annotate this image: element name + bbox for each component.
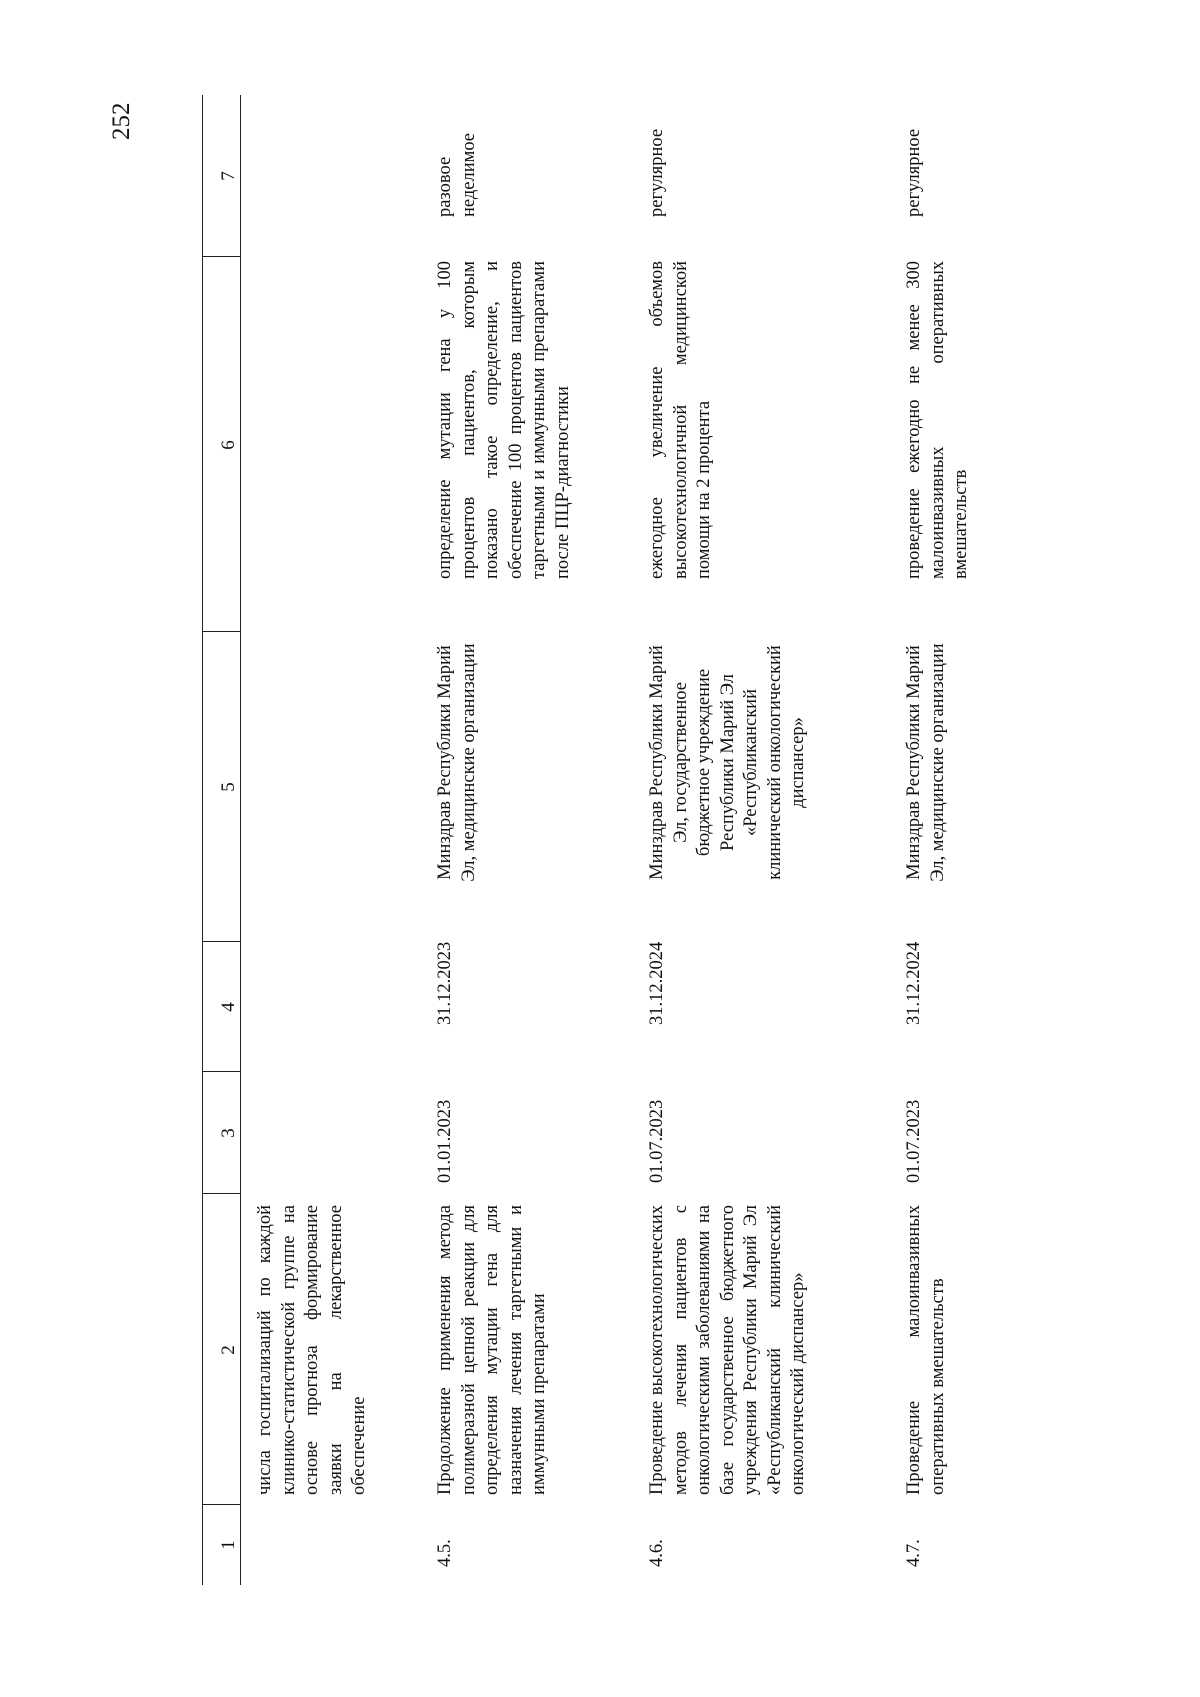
row-4-7-activity: Проведение малоинвазивных оперативных вмешательств bbox=[904, 1205, 948, 1495]
row-4-6-executor: Минздрав Республики Марий Эл, государственное бюджетное учреждение Республики Марий Эл «Республиканский клинический онкологический диспансер» bbox=[647, 645, 808, 880]
column-divider bbox=[202, 1193, 240, 1194]
row-4-5-type: разовое неделимое bbox=[435, 132, 479, 217]
header-top-rule bbox=[202, 95, 203, 1585]
column-divider bbox=[202, 941, 240, 942]
row-4-7-executor: Минздрав Республики Марий Эл, медицинские организации bbox=[904, 643, 948, 882]
row-4-5-executor: Минздрав Республики Марий Эл, медицинские организации bbox=[435, 643, 479, 882]
row-4-7-start-date: 01.07.2023 bbox=[904, 1099, 924, 1183]
column-divider bbox=[202, 1504, 240, 1505]
column-header-5: 5 bbox=[218, 782, 239, 792]
column-divider bbox=[202, 1071, 240, 1072]
row-4-7-end-date: 31.12.2024 bbox=[904, 941, 924, 1025]
row-4-7-type: регулярное bbox=[904, 128, 924, 217]
row-4-6-result: ежегодное увеличение объемов высокотехнологичной медицинской помощи на 2 процента bbox=[647, 261, 714, 579]
row-4-6-number: 4.6. bbox=[647, 1539, 667, 1567]
column-header-7: 7 bbox=[218, 171, 239, 181]
row-4-6-type: регулярное bbox=[647, 128, 667, 217]
row-4-5-activity: Продолжение применения метода полимеразной цепной реакции для определения мутации гена для назначения лечения таргетными и иммунными препаратами bbox=[435, 1205, 549, 1495]
column-header-2: 2 bbox=[218, 1345, 239, 1355]
column-header-3: 3 bbox=[218, 1128, 239, 1138]
page-number: 252 bbox=[108, 102, 135, 140]
column-divider bbox=[202, 631, 240, 632]
row-4-6-start-date: 01.07.2023 bbox=[647, 1099, 667, 1183]
row-4-6-end-date: 31.12.2024 bbox=[647, 941, 667, 1025]
row-4-6-activity: Проведение высокотехнологических методов лечения пациентов с онкологическими заболеваниями на базе государственное бюджетного учреждения Республики Марий Эл «Республиканский клинический онкологический диспансер» bbox=[647, 1205, 808, 1495]
row-4-5-number: 4.5. bbox=[435, 1539, 455, 1567]
row-4-5-end-date: 31.12.2023 bbox=[435, 941, 455, 1025]
column-divider bbox=[202, 256, 240, 257]
row-4-5-start-date: 01.01.2023 bbox=[435, 1099, 455, 1183]
column-header-4: 4 bbox=[218, 1002, 239, 1012]
column-header-6: 6 bbox=[218, 440, 239, 450]
row-4-7-result: проведение ежегодно не менее 300 малоинвазивных оперативных вмешательств bbox=[904, 261, 971, 579]
row-4-7-number: 4.7. bbox=[904, 1539, 924, 1567]
column-header-1: 1 bbox=[218, 1540, 239, 1550]
row-4-5-result: определение мутации гена у 100 процентов пациентов, которым показано такое определение, и обеспечение 100 процентов пациентов таргетными и иммунными препаратами после ПЦР-диагностики bbox=[435, 261, 573, 579]
header-bottom-rule bbox=[240, 95, 241, 1585]
row-continuation-activity: числа госпитализаций по каждой клинико-статистической группе на основе прогноза формирование заявки на лекарственное обеспечение bbox=[255, 1205, 369, 1495]
